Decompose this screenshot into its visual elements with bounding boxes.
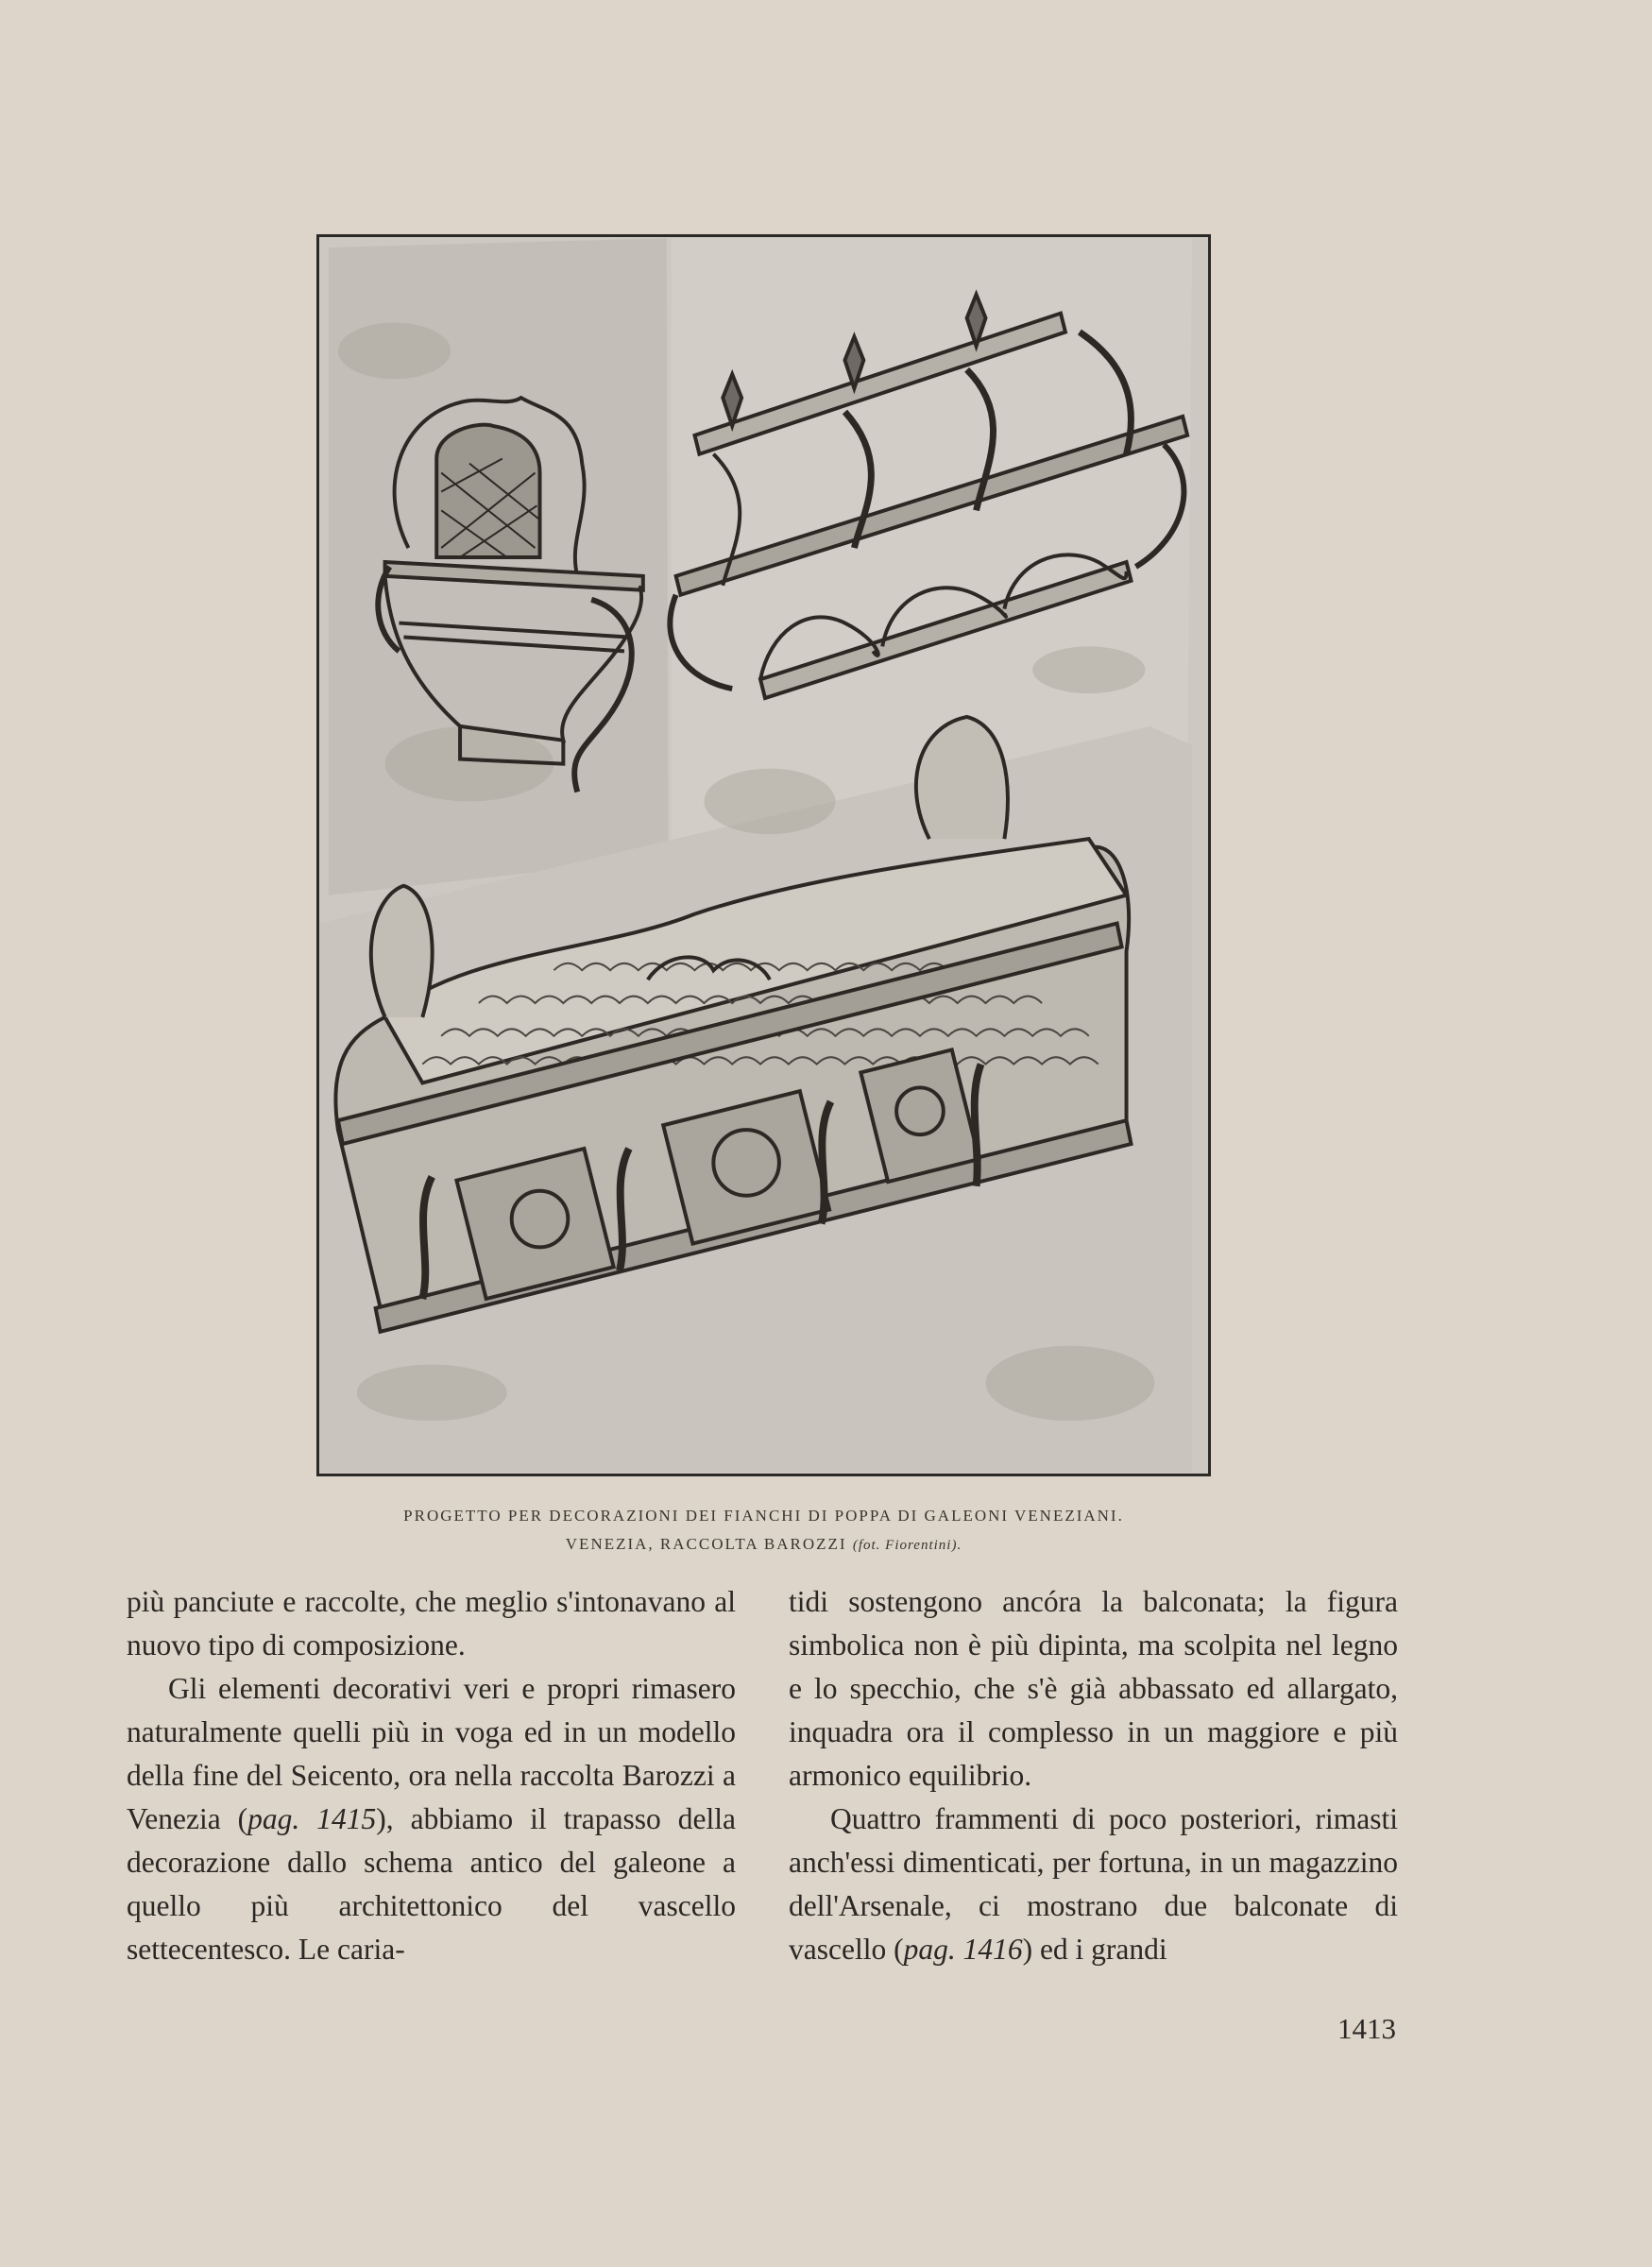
paragraph-text: Gli elementi decorativi veri e propri rimasero naturalmente quelli più in voga ed in un modello della fine del Seicento, ora nella raccolta Barozzi a Venezia ( [127,1672,736,1835]
page-number: 1413 [1337,2012,1396,2045]
caption-line-1: PROGETTO PER DECORAZIONI DEI FIANCHI DI POPPA DI GALEONI VENEZIANI. [403,1507,1124,1525]
caption-credit: (fot. Fiorentini). [852,1538,962,1553]
text-column-left [127,1580,736,1971]
page-reference: pag. 1415 [247,1802,377,1835]
paragraph [127,1667,736,1971]
paragraph: tidi sostengono ancóra la balconata; la figura simbolica non è più dipinta, ma scolpita nel legno e lo specchio, che s'è già abbassato ed allargato, inquadra ora il complesso in un maggiore e più armonico equilibrio. [789,1585,1398,1792]
figure-caption [316,1502,1211,1560]
paragraph-text: Quattro frammenti di poco posteriori, rimasti anch'essi dimenticati, per fortuna, in un magazzino dell'Arsenale, ci mostrano due balconate di vascello ( [789,1802,1398,1966]
paragraph: più panciute e raccolte, che meglio s'intonavano al nuovo tipo di composizione. [127,1585,736,1662]
text-column-right [789,1580,1398,1971]
paragraph-text: ) ed i grandi [1022,1933,1167,1966]
paragraph-text: ), abbiamo il trapasso della decorazione dallo schema antico del galeone a quello più architettonico del vascello settecentesco. Le caria- [127,1802,736,1966]
caption-collection: VENEZIA, RACCOLTA BAROZZI [565,1535,847,1553]
caption-line-2 [316,1530,1211,1560]
page-reference: pag. 1416 [903,1933,1023,1966]
paragraph [789,1798,1398,1971]
baroque-drawings-illustration [319,237,1208,1474]
figure-plate [316,234,1211,1476]
